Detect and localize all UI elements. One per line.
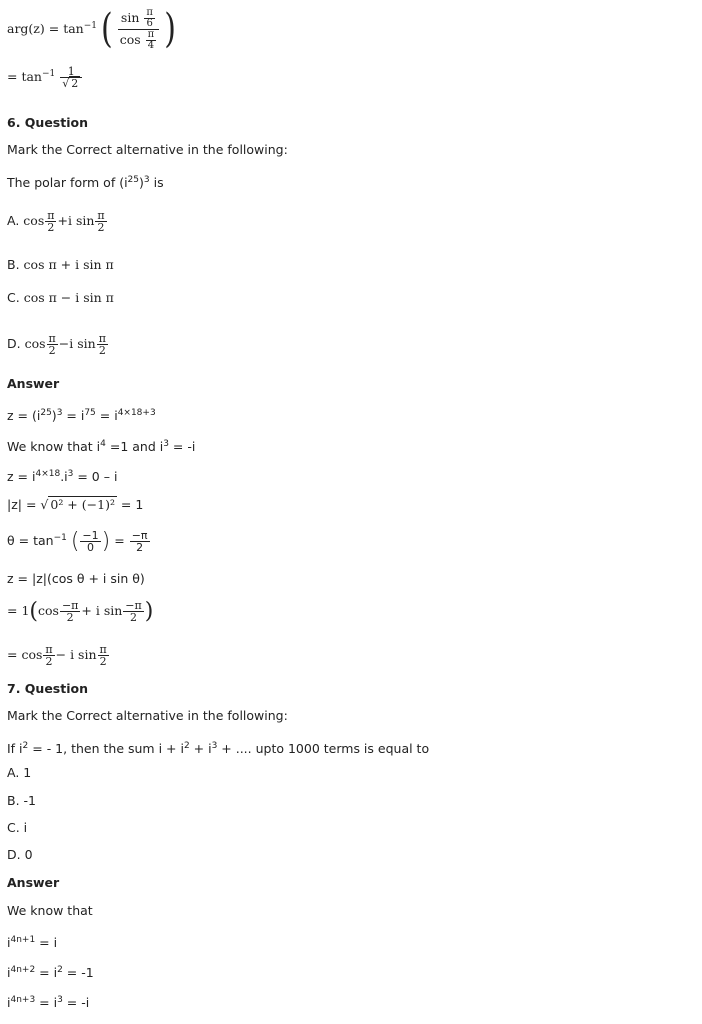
text: + .... upto 1000 terms is equal to — [217, 741, 430, 757]
sup: 4×18 — [35, 469, 61, 479]
den: 2 — [99, 655, 107, 668]
minus-sign: − — [58, 336, 70, 351]
pi-over-2 — [45, 210, 56, 233]
option-c-math: cos π − i sin π — [23, 290, 114, 305]
option-a: A. 1 — [7, 765, 32, 780]
question-6-instruction: Mark the Correct alternative in the following: — [7, 142, 288, 157]
pi-over-2 — [97, 333, 108, 356]
left-paren: ( — [100, 5, 113, 53]
pi-over-6 — [144, 8, 155, 29]
sup-25: 25 — [127, 175, 139, 185]
answer-6-line-1 — [7, 405, 156, 424]
den: 2 — [136, 541, 144, 555]
tan-inverse-line — [7, 66, 83, 89]
pi-num: π — [146, 7, 153, 18]
den: 2 — [66, 611, 74, 624]
two-den: 2 — [97, 221, 105, 234]
right-paren: ) — [164, 5, 176, 53]
answer-6-polar: z = |z|(cos θ + i sin θ) — [7, 571, 145, 586]
num: −π — [131, 529, 148, 543]
sup: 4 — [100, 439, 106, 449]
option-d — [7, 333, 109, 356]
six-den: 6 — [146, 18, 153, 29]
sup: 3 — [57, 995, 63, 1005]
text: If i — [7, 741, 23, 757]
num: −π — [125, 599, 142, 612]
minus-pi-over-2 — [123, 600, 143, 623]
sup: 75 — [84, 408, 96, 418]
tan-lhs: = tan — [7, 69, 42, 85]
sup: 2 — [22, 741, 29, 751]
sqrt-symbol: √ — [40, 497, 49, 512]
text: ) — [51, 408, 57, 424]
option-c — [7, 290, 114, 306]
text: = -1 — [62, 965, 94, 981]
question-7-title: 7. Question — [7, 681, 88, 696]
base: i — [7, 935, 11, 951]
left-paren: ( — [29, 598, 38, 624]
radicand-two: 2 — [71, 77, 79, 91]
pi-num: π — [97, 209, 105, 222]
right-paren: ) — [144, 598, 154, 624]
radicand: 0² + (−1)² — [50, 497, 115, 512]
root-two-den — [60, 78, 82, 89]
answer-6-modulus — [7, 497, 143, 513]
cos-text: cos — [38, 603, 59, 618]
answer-6-title: Answer — [7, 376, 60, 391]
sin-over-cos-fraction — [118, 8, 160, 51]
option-d-math — [24, 332, 109, 357]
pi-num: π — [98, 332, 106, 345]
equals: = — [114, 533, 125, 549]
option-c-label: C. — [7, 290, 20, 305]
sup: 25 — [40, 408, 52, 418]
text: = i — [35, 935, 58, 951]
text: = i — [62, 408, 85, 424]
cos-text: cos — [24, 336, 46, 351]
pi-num: π — [147, 29, 155, 40]
sup: 3 — [56, 408, 63, 418]
text: z = (i — [7, 408, 41, 424]
sup: 3 — [163, 439, 169, 449]
cos-text: cos — [119, 32, 141, 47]
sup: 3 — [211, 741, 218, 751]
question-7-prompt — [7, 738, 429, 757]
plus-isin: + i sin — [81, 603, 123, 618]
text: .i — [60, 469, 68, 485]
option-d-label: D. — [7, 336, 21, 351]
theta-lhs: θ = tan — [7, 533, 54, 549]
text: = i — [95, 408, 118, 424]
base: i — [7, 995, 11, 1011]
sqrt-symbol: √ — [62, 77, 70, 91]
pi-over-4 — [146, 30, 157, 51]
option-b: B. -1 — [7, 793, 36, 808]
option-d: D. 0 — [7, 847, 33, 862]
sup: 4n+2 — [10, 965, 36, 975]
num: −π — [61, 599, 79, 612]
question-7-instruction: Mark the Correct alternative in the following: — [7, 708, 288, 723]
base: i — [7, 965, 11, 981]
pi-num: π — [47, 209, 55, 222]
option-a-label: A. — [7, 213, 20, 228]
option-b-label: B. — [7, 257, 20, 272]
one-over-root-two — [60, 66, 82, 89]
answer-6-line-3 — [7, 466, 117, 485]
prompt-pre: The polar form of (i — [7, 175, 128, 191]
pi-over-2 — [43, 644, 54, 667]
answer-7-line-3 — [7, 992, 89, 1011]
text: = i — [35, 965, 58, 981]
sup: 4n+1 — [10, 935, 36, 945]
text: = -i — [62, 995, 90, 1011]
den: 2 — [130, 611, 138, 624]
den: 2 — [45, 655, 53, 668]
prompt-post: is — [149, 175, 164, 191]
isin-text: i sin — [69, 336, 96, 351]
two-den: 2 — [47, 221, 55, 234]
text: = - 1, then the sum i + i — [28, 741, 184, 757]
arg-lhs: arg(z) = tan — [7, 21, 84, 36]
answer-6-theta — [7, 530, 151, 553]
inverse-sup: −1 — [41, 69, 56, 79]
text: = i — [35, 995, 58, 1011]
isin-text: i sin — [67, 213, 95, 228]
lhs: = cos — [7, 647, 43, 662]
minus-isin: − i sin — [55, 647, 97, 662]
question-6-title: 6. Question — [7, 115, 88, 130]
four-den: 4 — [147, 40, 155, 51]
text: z = i — [7, 469, 36, 485]
num: π — [45, 643, 53, 656]
option-b-math: cos π + i sin π — [23, 257, 114, 272]
den: 0 — [87, 541, 95, 555]
modulus-rhs: = 1 — [116, 497, 144, 512]
num: π — [99, 643, 107, 656]
plus-sign: + — [57, 213, 68, 228]
option-b — [7, 257, 114, 273]
option-a-math — [23, 209, 107, 234]
pi-over-2 — [47, 333, 58, 356]
sup: 3 — [67, 469, 74, 479]
pi-num: π — [48, 332, 56, 345]
two-den: 2 — [98, 344, 106, 357]
sup: 4n+3 — [10, 995, 36, 1005]
sup-3: 3 — [143, 175, 150, 185]
inverse-sup: −1 — [53, 533, 67, 543]
question-6-prompt — [7, 172, 164, 191]
answer-6-polar-sub — [7, 600, 153, 623]
lhs: = 1 — [7, 603, 30, 618]
prompt-mid: ) — [139, 175, 144, 191]
minus-pi-over-2 — [60, 600, 80, 623]
sup: 2 — [57, 965, 63, 975]
pi-over-2 — [95, 210, 106, 233]
right-paren: ) — [101, 528, 111, 554]
text: We know that i — [7, 439, 101, 455]
pi-over-2 — [98, 644, 109, 667]
answer-6-final — [7, 644, 110, 667]
minus-one-over-zero — [80, 530, 100, 553]
sup: 4×18+3 — [117, 408, 156, 418]
one-num: 1 — [60, 66, 82, 78]
cos-text: cos — [23, 213, 45, 228]
answer-7-title: Answer — [7, 875, 60, 890]
answer-7-line-1 — [7, 932, 57, 951]
text: = 0 – i — [73, 469, 118, 485]
option-c: C. i — [7, 820, 28, 835]
sin-text: sin — [120, 10, 140, 25]
modulus-lhs: |z| = — [7, 497, 41, 512]
text: = -i — [168, 439, 196, 455]
text: =1 and i — [105, 439, 164, 455]
arg-equation — [7, 5, 176, 53]
option-a — [7, 210, 108, 233]
minus-pi-over-2 — [130, 530, 150, 553]
answer-7-intro: We know that — [7, 903, 93, 918]
sup: 2 — [183, 741, 190, 751]
num: −1 — [82, 529, 99, 543]
text: + i — [189, 741, 212, 757]
answer-6-line-2 — [7, 436, 195, 455]
two-den: 2 — [48, 344, 56, 357]
inverse-sup: −1 — [83, 20, 97, 31]
left-paren: ( — [70, 528, 80, 554]
answer-7-line-2 — [7, 962, 94, 981]
